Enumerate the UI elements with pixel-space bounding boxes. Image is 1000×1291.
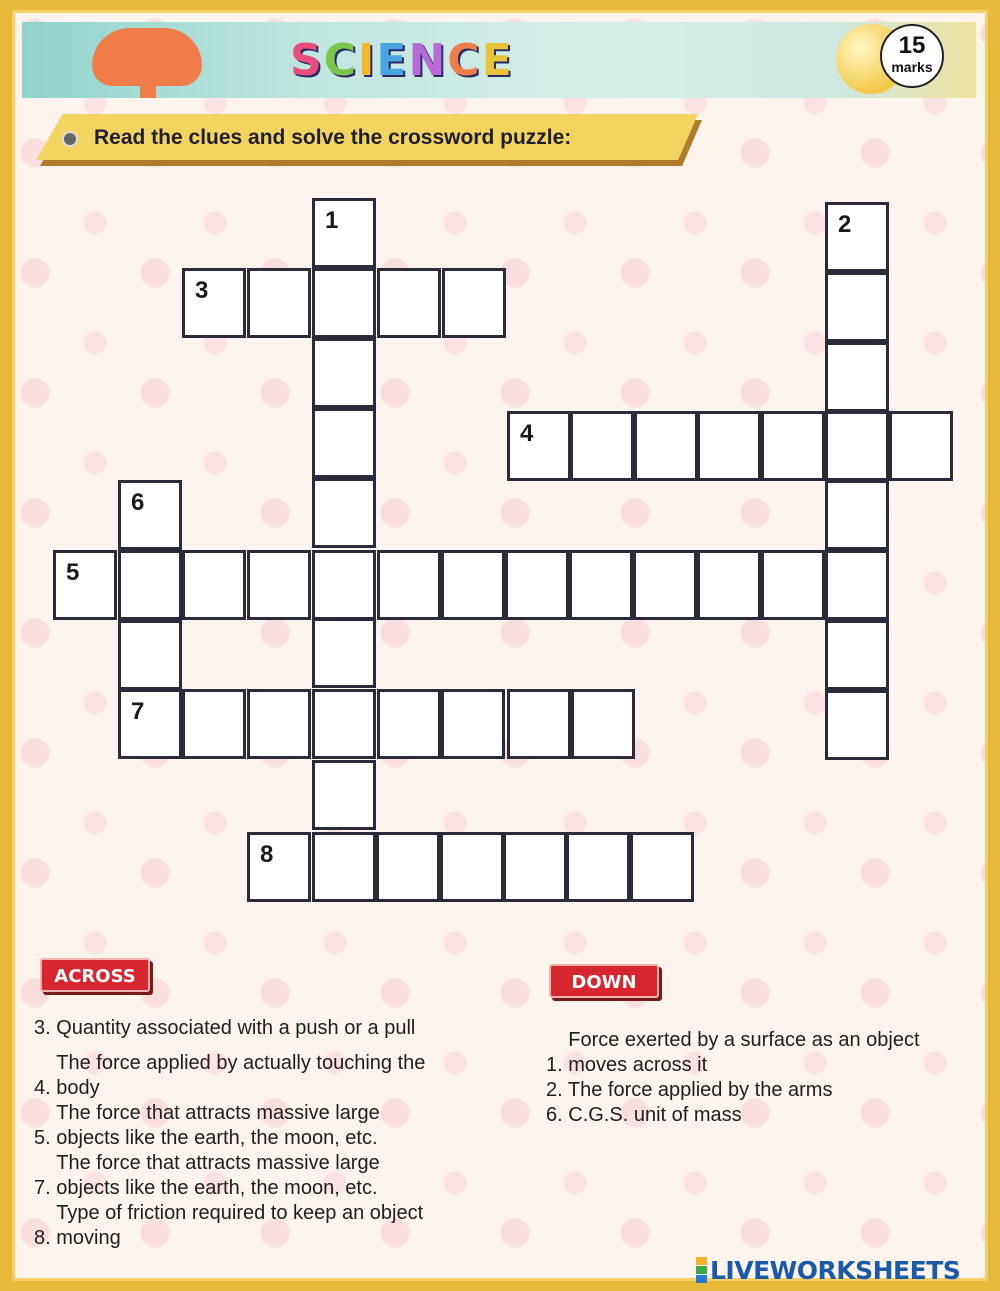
title-letter: E [481, 35, 512, 86]
across-heading: ACROSS [40, 958, 150, 992]
across-clue-text: The force applied by actually touching the body [56, 1052, 426, 1099]
grid-cell[interactable] [247, 689, 311, 759]
title-letter: E [376, 35, 407, 86]
across-clue [34, 1051, 484, 1101]
grid-cell[interactable] [376, 832, 440, 902]
logo-blocks-icon [696, 1257, 707, 1284]
grid-cell[interactable] [566, 832, 630, 902]
brand-text: LIVEWORKSHEETS [710, 1255, 961, 1285]
grid-cell[interactable] [825, 272, 889, 342]
grid-cell[interactable] [761, 411, 825, 481]
across-clue-text: Type of friction required to keep an object moving [56, 1202, 424, 1249]
down-heading: DOWN [549, 964, 659, 998]
across-clue [34, 1016, 484, 1041]
across-clue-number: 3. [34, 1017, 51, 1039]
grid-cell[interactable] [825, 620, 889, 690]
grid-cell[interactable] [377, 550, 441, 620]
grid-cell[interactable] [312, 268, 376, 338]
grid-cell[interactable] [441, 550, 505, 620]
grid-cell[interactable] [630, 832, 694, 902]
down-clue-text: C.G.S. unit of mass [568, 1104, 742, 1126]
liveworksheets-logo [696, 1256, 960, 1284]
grid-cell[interactable] [247, 550, 311, 620]
grid-cell[interactable] [312, 478, 376, 548]
clue-number-3: 3 [195, 277, 209, 304]
grid-cell[interactable] [571, 689, 635, 759]
across-clue-list [34, 1016, 484, 1251]
down-clue [546, 1078, 966, 1103]
grid-cell[interactable] [825, 342, 889, 412]
title-letter: C [447, 35, 480, 86]
title-letter: C [323, 35, 356, 86]
grid-cell[interactable] [247, 268, 311, 338]
grid-cell[interactable] [53, 550, 117, 620]
across-clue [34, 1101, 484, 1151]
grid-cell[interactable] [825, 690, 889, 760]
marks-number: 15 [898, 32, 926, 59]
across-clue [34, 1201, 484, 1251]
brain-stem [140, 78, 156, 98]
grid-cell[interactable] [440, 832, 504, 902]
grid-cell[interactable] [634, 411, 698, 481]
grid-cell[interactable] [569, 550, 633, 620]
grid-cell[interactable] [889, 411, 953, 481]
clue-number-2: 2 [838, 211, 852, 238]
grid-cell[interactable] [825, 411, 889, 481]
grid-cell[interactable] [118, 550, 182, 620]
clue-number-4: 4 [520, 420, 534, 447]
grid-cell[interactable] [182, 550, 246, 620]
grid-cell[interactable] [507, 689, 571, 759]
title-letter: I [358, 35, 375, 86]
down-clue-number: 1. [546, 1054, 563, 1076]
bullet-icon [62, 131, 78, 147]
down-clue-text: The force applied by the arms [567, 1079, 833, 1101]
grid-cell[interactable] [118, 689, 182, 759]
down-clue [546, 1028, 966, 1078]
across-clue [34, 1151, 484, 1201]
marks-badge [880, 24, 944, 88]
clue-number-8: 8 [260, 841, 274, 868]
grid-cell[interactable] [377, 689, 441, 759]
grid-cell[interactable] [633, 550, 697, 620]
grid-cell[interactable] [441, 689, 505, 759]
grid-cell[interactable] [312, 408, 376, 478]
science-title [290, 30, 512, 92]
across-clue-text: The force that attracts massive large objects like the earth, the moon, etc. [56, 1102, 380, 1149]
down-clue [546, 1103, 966, 1128]
grid-cell[interactable] [442, 268, 506, 338]
grid-cell[interactable] [825, 480, 889, 550]
grid-cell[interactable] [505, 550, 569, 620]
title-letter: N [408, 35, 446, 86]
clue-number-5: 5 [66, 559, 80, 586]
across-clue-number: 4. [34, 1077, 51, 1099]
grid-cell[interactable] [312, 832, 376, 902]
across-clue-text: The force that attracts massive large objects like the earth, the moon, etc. [56, 1152, 380, 1199]
grid-cell[interactable] [118, 480, 182, 550]
grid-cell[interactable] [312, 689, 376, 759]
grid-cell[interactable] [312, 760, 376, 830]
across-clue-number: 8. [34, 1227, 51, 1249]
grid-cell[interactable] [118, 620, 182, 690]
grid-cell[interactable] [247, 832, 311, 902]
grid-cell[interactable] [825, 550, 889, 620]
across-clue-number: 5. [34, 1127, 51, 1149]
grid-cell[interactable] [312, 338, 376, 408]
across-clue-number: 7. [34, 1177, 51, 1199]
clue-number-7: 7 [131, 698, 145, 725]
grid-cell[interactable] [182, 268, 246, 338]
instruction-text: Read the clues and solve the crossword puzzle: [94, 126, 572, 149]
down-clue-number: 6. [546, 1104, 563, 1126]
grid-cell[interactable] [570, 411, 634, 481]
down-clue-number: 2. [546, 1079, 563, 1101]
marks-label: marks [891, 59, 933, 75]
grid-cell[interactable] [503, 832, 567, 902]
grid-cell[interactable] [377, 268, 441, 338]
grid-cell[interactable] [697, 411, 761, 481]
down-clue-list [546, 1028, 966, 1128]
down-clue-text: Force exerted by a surface as an object moves across it [568, 1029, 920, 1076]
grid-cell[interactable] [507, 411, 571, 481]
grid-cell[interactable] [697, 550, 761, 620]
science-banner [22, 22, 976, 98]
title-letter: S [290, 35, 322, 86]
grid-cell[interactable] [825, 202, 889, 272]
grid-cell[interactable] [312, 618, 376, 688]
grid-cell[interactable] [182, 689, 246, 759]
grid-cell[interactable] [312, 198, 376, 268]
grid-cell[interactable] [761, 550, 825, 620]
clue-number-1: 1 [325, 207, 339, 234]
clue-number-6: 6 [131, 489, 145, 516]
grid-cell[interactable] [312, 550, 376, 620]
across-clue-text: Quantity associated with a push or a pull [56, 1017, 416, 1039]
